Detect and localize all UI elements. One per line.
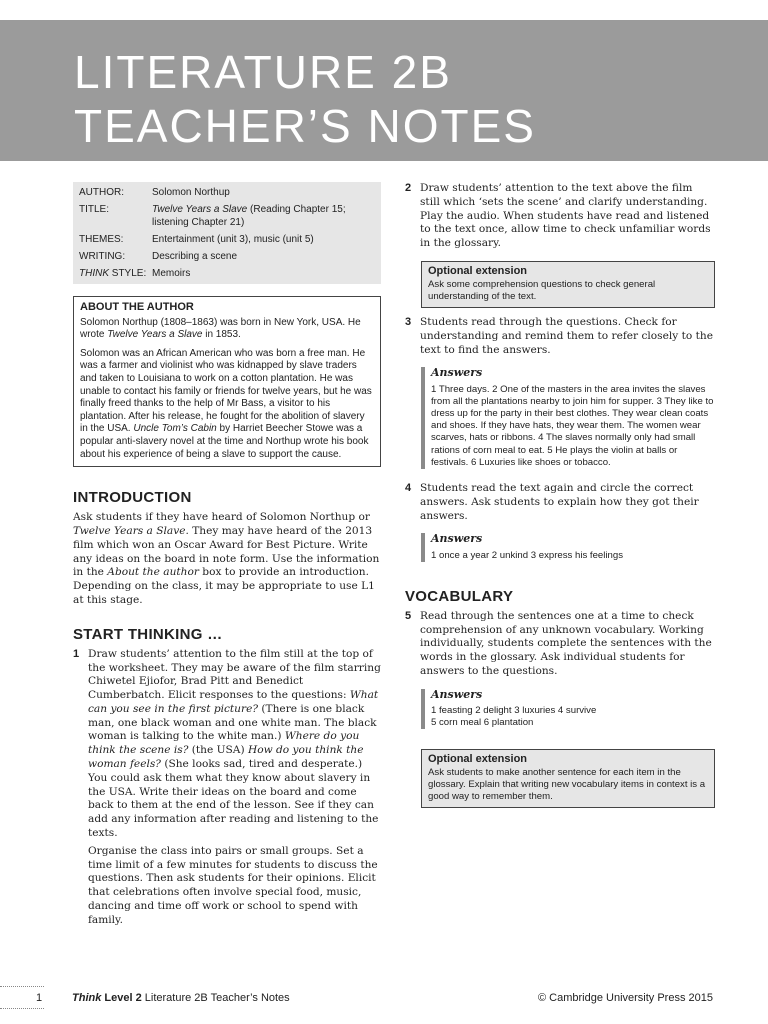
info-key: THEMES: [79,234,124,245]
start-paragraph-1 [88,648,381,841]
footer-title [72,992,290,1004]
banner-title-line1: LITERATURE 2B [74,46,452,98]
header-banner [0,20,768,161]
title-italic: Twelve Years a Slave [152,204,248,215]
page-footer [0,992,768,1012]
answers-box-4 [421,533,715,561]
answers-text: 1 once a year 2 unkind 3 express his feelings [431,549,623,561]
info-key [79,267,152,280]
info-key: WRITING: [79,251,126,262]
item-text: Draw students’ attention to the text above the film still which ‘sets the scene’ and clarify understanding. Play the audio. When students have read and listened to the text once, allow time to check unfamiliar words in the glossary. [420,182,711,250]
text-run: Ask students if they have heard of Solomon Northup or [73,511,370,524]
answers-heading: Answers [431,366,483,380]
footer-dotted-rule [0,1008,44,1009]
item-number: 1 [73,647,80,660]
info-row-themes [79,233,375,246]
info-key: TITLE: [79,204,110,215]
title-rest: (Reading Chapter 15; listening Chapter 21) [152,204,346,228]
text-italic: Where do you think the scene is? [88,730,360,757]
info-row-title [79,203,375,229]
text-run: Solomon Northup (1808–1863) was born in New York, USA. He wrote [80,316,361,341]
answers-line-1: 1 feasting 2 delight 3 luxuries 4 survive [431,704,597,716]
about-paragraph-1 [80,317,374,342]
think-italic: THINK [79,268,109,279]
info-table [73,182,381,284]
info-value: Solomon Northup [152,187,230,198]
info-row-style [79,267,375,280]
text-italic: Twelve Years a Slave [73,524,186,537]
text-run: box to provide an introduction. Depending on the class, it may be appropriate to use L1 at this stage. [73,566,375,606]
text-run: . They may have heard of the 2013 film which won an Oscar Award for Best Picture. Write any ideas on the board in note form. Use the information in the [73,524,380,579]
text-italic: How do you think the woman feels? [88,744,364,771]
text-run: Draw students’ attention to the film still at the top of the worksheet. They may be aware of the film starring Chiwetel Ejiofor, Brad Pitt and Benedict Cumberbatch. Elicit responses to the questions: [88,647,381,702]
start-thinking-heading: START THINKING … [73,625,223,643]
item-number: 5 [405,609,412,622]
item-text: Read through the sentences one at a time to check comprehension of any unknown vocabulary. Working individually, students complete the sentences with the words in the glossary. Ask individual students for answers to the questions. [420,609,712,677]
extension-text: Ask students to make another sentence for each item in the glossary. Explain that writing new vocabulary items in context is a good way to remember them. [428,767,706,803]
page-number: 1 [36,992,43,1004]
answers-text: 1 Three days. 2 One of the masters in the area invites the slaves from all the plantations nearby to join him for supper. 3 They like to dress up for the party in their best clothes. They wear clean coats and shoes. If they have hats, they wear them. The women wear scarves, hats or ribbons. 4 The slaves normally only had small rations of corn meal to eat. 5 He plays the violin at balls or festivals. 6 Luxuries like shoes or tobacco. [431,383,714,468]
footer-brand: Think [72,992,102,1004]
answers-heading: Answers [431,687,483,701]
info-row-writing [79,250,375,263]
text-italic: Twelve Years a Slave [107,329,203,341]
item-5 [405,610,715,679]
start-item-1 [73,648,381,928]
optional-extension-box-1 [421,261,715,308]
item-number: 4 [405,482,412,494]
introduction-heading: INTRODUCTION [73,489,192,507]
item-number: 3 [405,315,412,328]
style-label: STYLE: [109,268,147,279]
text-run: in 1853. [202,329,241,341]
banner-title-line2: TEACHER’S NOTES [74,100,536,152]
optional-extension-box-2 [421,749,715,808]
extension-heading: Optional extension [428,264,528,277]
text-run: Solomon was an African American who was born a free man. He was a farmer and violinist who was kidnapped by slave traders and taken to Louisiana to work on a cotton plantation. He was unable to contact his family or friends for twelve years, but he was finally freed thanks to the help of Mr Bass, a visitor to his plantation. After his release, he fought for the abolition of slavery in the USA. [80,347,372,435]
info-value: Entertainment (unit 3), music (unit 5) [152,234,314,245]
answers-heading: Answers [431,532,483,546]
text-italic: About the author [107,566,199,579]
about-author-box [73,296,381,467]
introduction-text [73,511,381,608]
info-value [152,203,375,229]
info-value: Memoirs [152,268,191,279]
item-text: Students read the text again and circle the correct answers. Ask students to explain how they got their answers. [420,482,699,522]
left-column [73,182,381,928]
extension-text: Ask some comprehension questions to check general understanding of the text. [428,278,656,302]
item-2 [405,182,715,251]
item-4 [405,482,715,523]
item-content [88,648,381,928]
footer-level: Level 2 [101,992,142,1004]
text-run: by Harriet Beecher Stowe was a popular anti-slavery novel at the time and Northup wrote his book about his experience of being a slave to support the cause. [80,423,369,460]
text-run: (the USA) [188,744,248,757]
item-number: 2 [405,182,412,194]
footer-doc-title: Literature 2B Teacher’s Notes [141,992,290,1004]
text-run: (She looks sad, tired and desperate.) You could ask them what they know about slavery in the USA. Write their ideas on the board and come back to them at the end of the lesson. See if they can add any information after reading and listening to the texts. [88,758,379,840]
extension-heading: Optional extension [428,753,528,766]
text-run: (There is one black man, one black woman and one white man. The black woman is talking to the white man.) [88,702,377,743]
item-text: Students read through the questions. Check for understanding and remind them to refer closely to the text to find the answers. [420,315,713,356]
about-heading: ABOUT THE AUTHOR [80,301,194,313]
answers-box-3 [421,367,715,469]
info-row-author [79,186,375,199]
answers-line-2: 5 corn meal 6 plantation [431,717,534,729]
text-italic: Uncle Tom’s Cabin [133,423,217,435]
vocabulary-heading: VOCABULARY [405,587,514,605]
answers-box-5 [421,689,715,730]
text-italic: What can you see in the first picture? [88,689,379,715]
footer-dotted-rule-top [0,986,44,987]
start-paragraph-2: Organise the class into pairs or small groups. Set a time limit of a few minutes for students to discuss the questions. Then ask students for their opinions. Elicit that celebrations often involve special food, music, dancing and time off work or school to spend with family. [88,844,378,926]
info-key: AUTHOR: [79,187,124,198]
item-3 [405,316,715,357]
info-value: Describing a scene [152,251,238,262]
right-column [405,182,715,808]
footer-copyright: © Cambridge University Press 2015 [537,992,713,1004]
about-paragraph-2 [80,348,374,461]
